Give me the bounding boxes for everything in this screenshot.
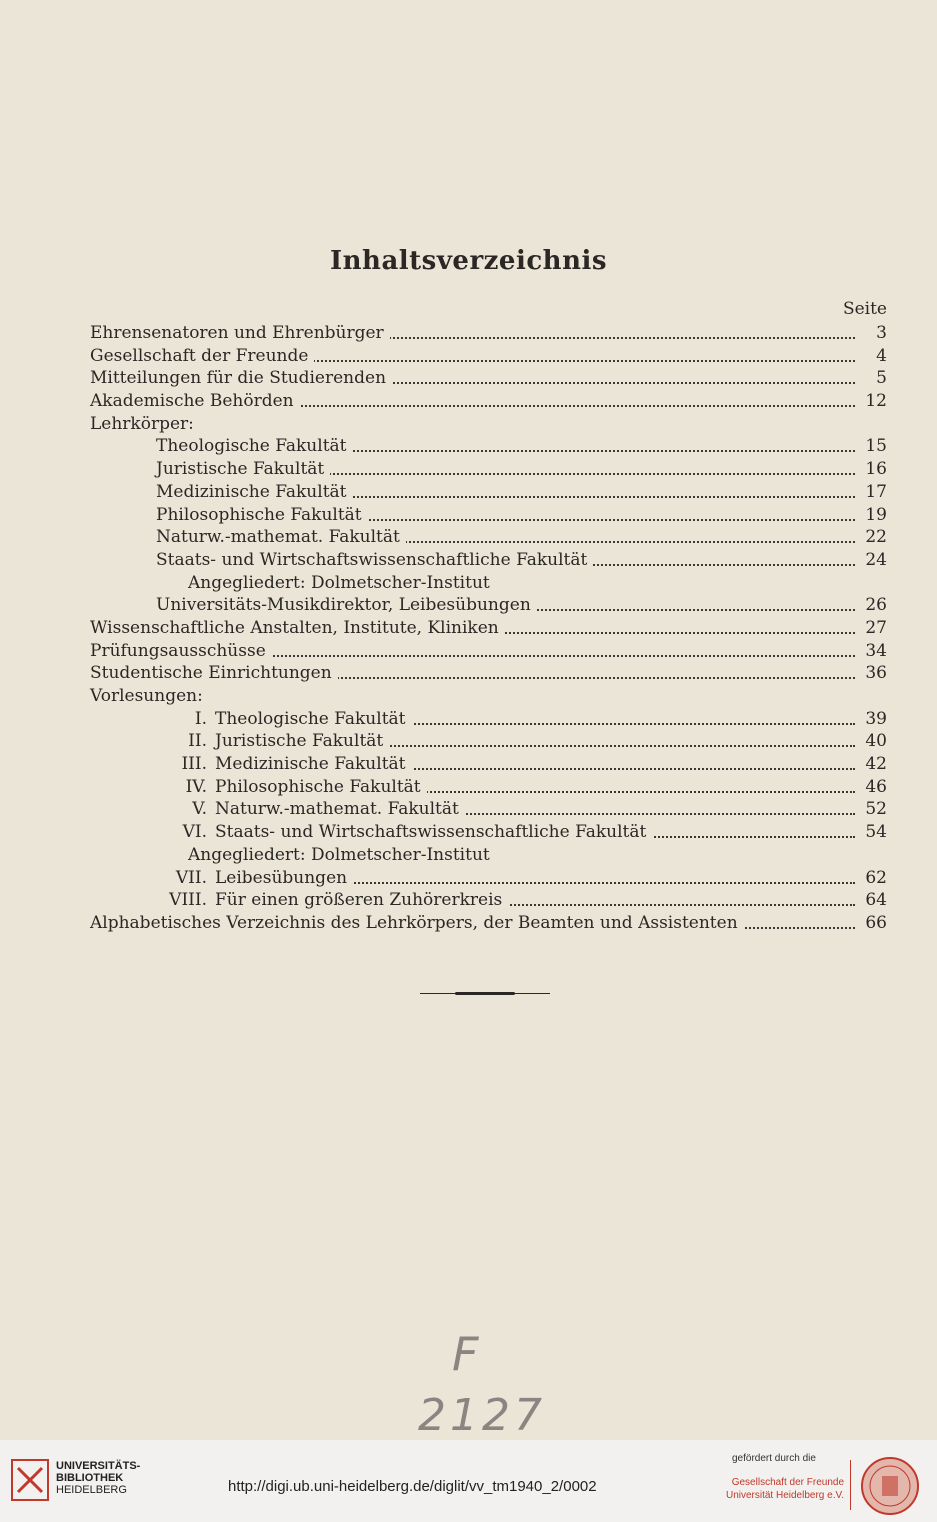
toc-entry-title: Philosophische Fakultät (215, 776, 427, 799)
toc-entry-title: Ehrensenatoren und Ehrenbürger (90, 322, 390, 345)
handwritten-shelfmark (400, 1320, 560, 1440)
toc-entry (90, 572, 887, 595)
toc-entry (90, 594, 887, 617)
toc-entry-title: Universitäts-Musikdirektor, Leibesübungen (156, 594, 537, 617)
library-name (56, 1460, 140, 1496)
toc-entry-page: 64 (859, 889, 887, 912)
toc-entry-title: Für einen größeren Zuhörerkreis (215, 889, 508, 912)
sponsor-name-line1: Gesellschaft der Freunde (731, 1477, 844, 1488)
toc-entry-page: 42 (859, 753, 887, 776)
toc-entry-number: I. (194, 708, 207, 729)
toc-entry (90, 867, 887, 890)
toc-entry-number: V. (192, 799, 207, 820)
toc-entry-page: 3 (870, 322, 887, 345)
toc-entry-title: Theologische Fakultät (156, 435, 353, 458)
toc-entry-page: 46 (859, 776, 887, 799)
toc-entry-number: IV. (185, 776, 207, 797)
toc-entry-page: 54 (859, 821, 887, 844)
toc-entry-page: 36 (859, 662, 887, 685)
toc-entry-page: 19 (859, 504, 887, 527)
toc-entry-page: 26 (859, 594, 887, 617)
toc-entry-title: Juristische Fakultät (156, 458, 330, 481)
toc-entry-number: VIII. (169, 890, 207, 911)
permalink-url[interactable]: http://digi.ub.uni-heidelberg.de/diglit/vv_tm1940_2/0002 (228, 1478, 597, 1495)
toc-entry-page: 66 (859, 912, 887, 935)
toc-entry-page: 52 (859, 798, 887, 821)
toc-entry (90, 685, 887, 708)
toc-entry-title: Alphabetisches Verzeichnis des Lehrkörpers, der Beamten und Assistenten (90, 912, 744, 935)
page-title: Inhaltsverzeichnis (329, 246, 608, 276)
toc-entry-page: 5 (870, 367, 887, 390)
toc-entry-number: VI. (182, 822, 207, 843)
toc-entry-title: Naturw.-mathemat. Fakultät (156, 526, 406, 549)
toc-entry-number: VII. (175, 867, 207, 888)
toc-entry-page: 12 (859, 390, 887, 413)
sponsor-name-line2: Universität Heidelberg e.V. (725, 1490, 844, 1501)
toc-entry (90, 617, 887, 640)
library-name-line2: BIBLIOTHEK (56, 1472, 124, 1484)
toc-entry-title: Leibesübungen (215, 867, 353, 890)
toc-entry (90, 390, 887, 413)
toc-entry-page: 16 (859, 458, 887, 481)
toc-entry-page: 39 (859, 708, 887, 731)
toc-entry-title: Akademische Behörden (90, 390, 300, 413)
toc-entry (90, 322, 887, 345)
toc-entry-title: Prüfungsausschüsse (90, 640, 272, 663)
library-logo-icon (10, 1458, 50, 1502)
toc-entry (90, 345, 887, 368)
footer-separator (850, 1460, 851, 1510)
toc-entry (90, 526, 887, 549)
toc-entry (90, 708, 887, 731)
toc-entry (90, 798, 887, 821)
toc-entry (90, 640, 887, 663)
divider-rule-center (455, 992, 515, 995)
toc-entry-page: 34 (859, 640, 887, 663)
toc-entry-page: 15 (859, 435, 887, 458)
toc-entry (90, 662, 887, 685)
toc-entry-number: III. (181, 754, 207, 775)
toc-entry (90, 458, 887, 481)
toc-entry (90, 549, 887, 572)
footer-bar (0, 1440, 937, 1522)
sponsor-name (722, 1476, 844, 1502)
handwritten-letter: F (452, 1327, 479, 1381)
toc-entry-title: Juristische Fakultät (215, 730, 389, 753)
toc-entry-title: Angegliedert: Dolmetscher-Institut (188, 572, 496, 595)
toc-entry-page: 40 (859, 730, 887, 753)
table-of-contents (90, 322, 887, 935)
toc-entry-page: 4 (870, 345, 887, 368)
handwritten-number: 2127 (418, 1390, 546, 1440)
toc-entry (90, 912, 887, 935)
toc-entry (90, 730, 887, 753)
toc-entry-title: Staats- und Wirtschaftswissenschaftliche Fakultät (156, 549, 593, 572)
toc-entry-title: Gesellschaft der Freunde (90, 345, 314, 368)
toc-entry (90, 481, 887, 504)
toc-entry (90, 776, 887, 799)
toc-entry-title: Theologische Fakultät (215, 708, 412, 731)
toc-entry-title: Studentische Einrichtungen (90, 662, 338, 685)
toc-entry (90, 844, 887, 867)
toc-entry-title: Angegliedert: Dolmetscher-Institut (188, 844, 496, 867)
toc-entry (90, 821, 887, 844)
toc-entry (90, 413, 887, 436)
toc-entry-page: 62 (859, 867, 887, 890)
library-name-line3: HEIDELBERG (56, 1484, 127, 1496)
toc-entry-title: Naturw.-mathemat. Fakultät (215, 798, 465, 821)
toc-entry (90, 435, 887, 458)
toc-entry-page: 27 (859, 617, 887, 640)
toc-entry-title: Medizinische Fakultät (156, 481, 353, 504)
university-seal-icon (860, 1456, 920, 1516)
toc-entry-title: Mitteilungen für die Studierenden (90, 367, 392, 390)
toc-entry-page: 17 (859, 481, 887, 504)
toc-entry-title: Lehrkörper: (90, 413, 200, 436)
toc-entry-page: 22 (859, 526, 887, 549)
toc-entry (90, 889, 887, 912)
library-name-line1: UNIVERSITÄTS- (56, 1460, 141, 1472)
toc-entry-title: Philosophische Fakultät (156, 504, 368, 527)
toc-entry (90, 753, 887, 776)
toc-entry-title: Wissenschaftliche Anstalten, Institute, Kliniken (90, 617, 505, 640)
toc-entry-number: II. (188, 731, 207, 752)
toc-entry-title: Staats- und Wirtschaftswissenschaftliche Fakultät (215, 821, 652, 844)
sponsor-label: gefördert durch die (732, 1453, 816, 1464)
toc-entry (90, 504, 887, 527)
page-column-label: Seite (842, 299, 887, 319)
toc-entry-page: 24 (859, 549, 887, 572)
toc-entry-title: Vorlesungen: (90, 685, 209, 708)
toc-entry-title: Medizinische Fakultät (215, 753, 412, 776)
toc-entry (90, 367, 887, 390)
